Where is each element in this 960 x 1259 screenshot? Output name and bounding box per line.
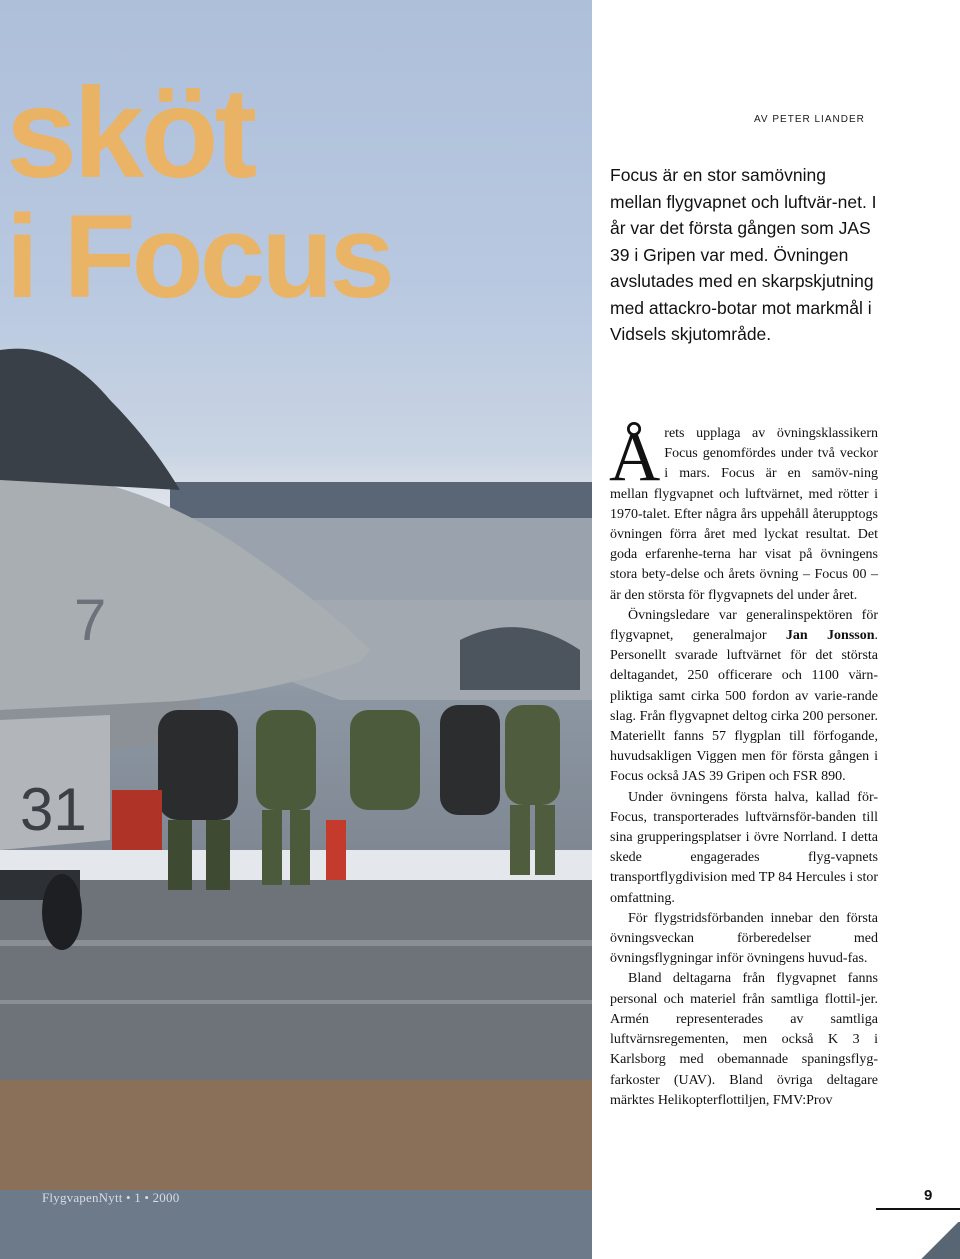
article-body xyxy=(609,418,878,1111)
person-name: Jan Jonsson xyxy=(785,628,875,644)
drop-cap: Å xyxy=(609,418,661,496)
ingress: Focus är en stor samövning mellan flygvapnet och luftvär-net. I år var det första gången som JAS 39 i Gripen var med. Övningen avslutades med en skarpskjutning med attackro-botar mot markmål i Vidsels skjutområde. xyxy=(610,165,877,344)
main-jet-canopy xyxy=(0,349,180,490)
page-number-rule xyxy=(876,1208,960,1210)
headline-line-1: sköt xyxy=(6,62,254,205)
headline-line-2: i Focus xyxy=(6,191,392,323)
corner-decoration xyxy=(910,1222,960,1259)
hangar-roof xyxy=(170,482,592,518)
publication-footer: FlygvapenNytt • 1 • 2000 xyxy=(42,1190,180,1205)
nose-number: 7 xyxy=(74,588,107,653)
page-number: 9 xyxy=(924,1187,933,1204)
paragraph-2: Övningsledare var generalinspektören för flygvapnet, generalmajor Jan Jonsson. Personellt svarade luftvärnet för det största deltagandet, 250 officerare och 1100 värn-pliktiga samt cirka 500 fordon av varie-rande slag. Från flygvapnet deltog cirka 200 personer. Materiellt fanns 57 flygplan till förfogande, huvudsakligen Viggen men för första gången i Focus också JAS 39 Gripen och FSR 890. xyxy=(610,607,878,785)
tarmac xyxy=(0,880,592,1080)
grass-field xyxy=(0,1080,592,1190)
red-equipment xyxy=(112,790,162,850)
byline: AV PETER LIANDER xyxy=(754,114,865,125)
paragraph-3: Under övningens första halva, kallad för-Focus, transporterades luftvärnsför-banden till sina grupperingsplatser i övre Norrland. I detta skede engagerades flyg-vapnets transportflygdivision med TP 84 Hercules i stor omfattning. xyxy=(610,789,878,906)
paragraph-5: Bland deltagarna från flygvapnet fanns personal och materiel från samtliga flottil-jer. Armén representerades av samtliga luftvärnsregementen, men också K 3 i Karlsborg med obemannade spaningsflyg-farkoster (UAV). Bland övriga deltagare märktes Helikopterflottiljen, FMV:Prov xyxy=(610,971,878,1108)
paragraph-4: För flygstridsförbanden innebar den första övningsveckan förberedelser med övningsflygningar inför övningens huvud-fas. xyxy=(610,910,878,967)
tail-number: 31 xyxy=(20,776,87,843)
landing-gear-wheel xyxy=(42,874,82,950)
paragraph-1: Årets upplaga av övningsklassikern Focus genomfördes under två veckor i mars. Focus är en samöv-ning mellan flygvapnet och luftvärnet, med rötter i 1970-talet. Efter några års uppehåll återupptogs övningen förra året med lyckat resultat. Det goda erfarenhe-terna har visat på övningens stora bety-delse och årets övning – Focus 00 – är den största för flygvapnets del under året. xyxy=(609,418,878,603)
